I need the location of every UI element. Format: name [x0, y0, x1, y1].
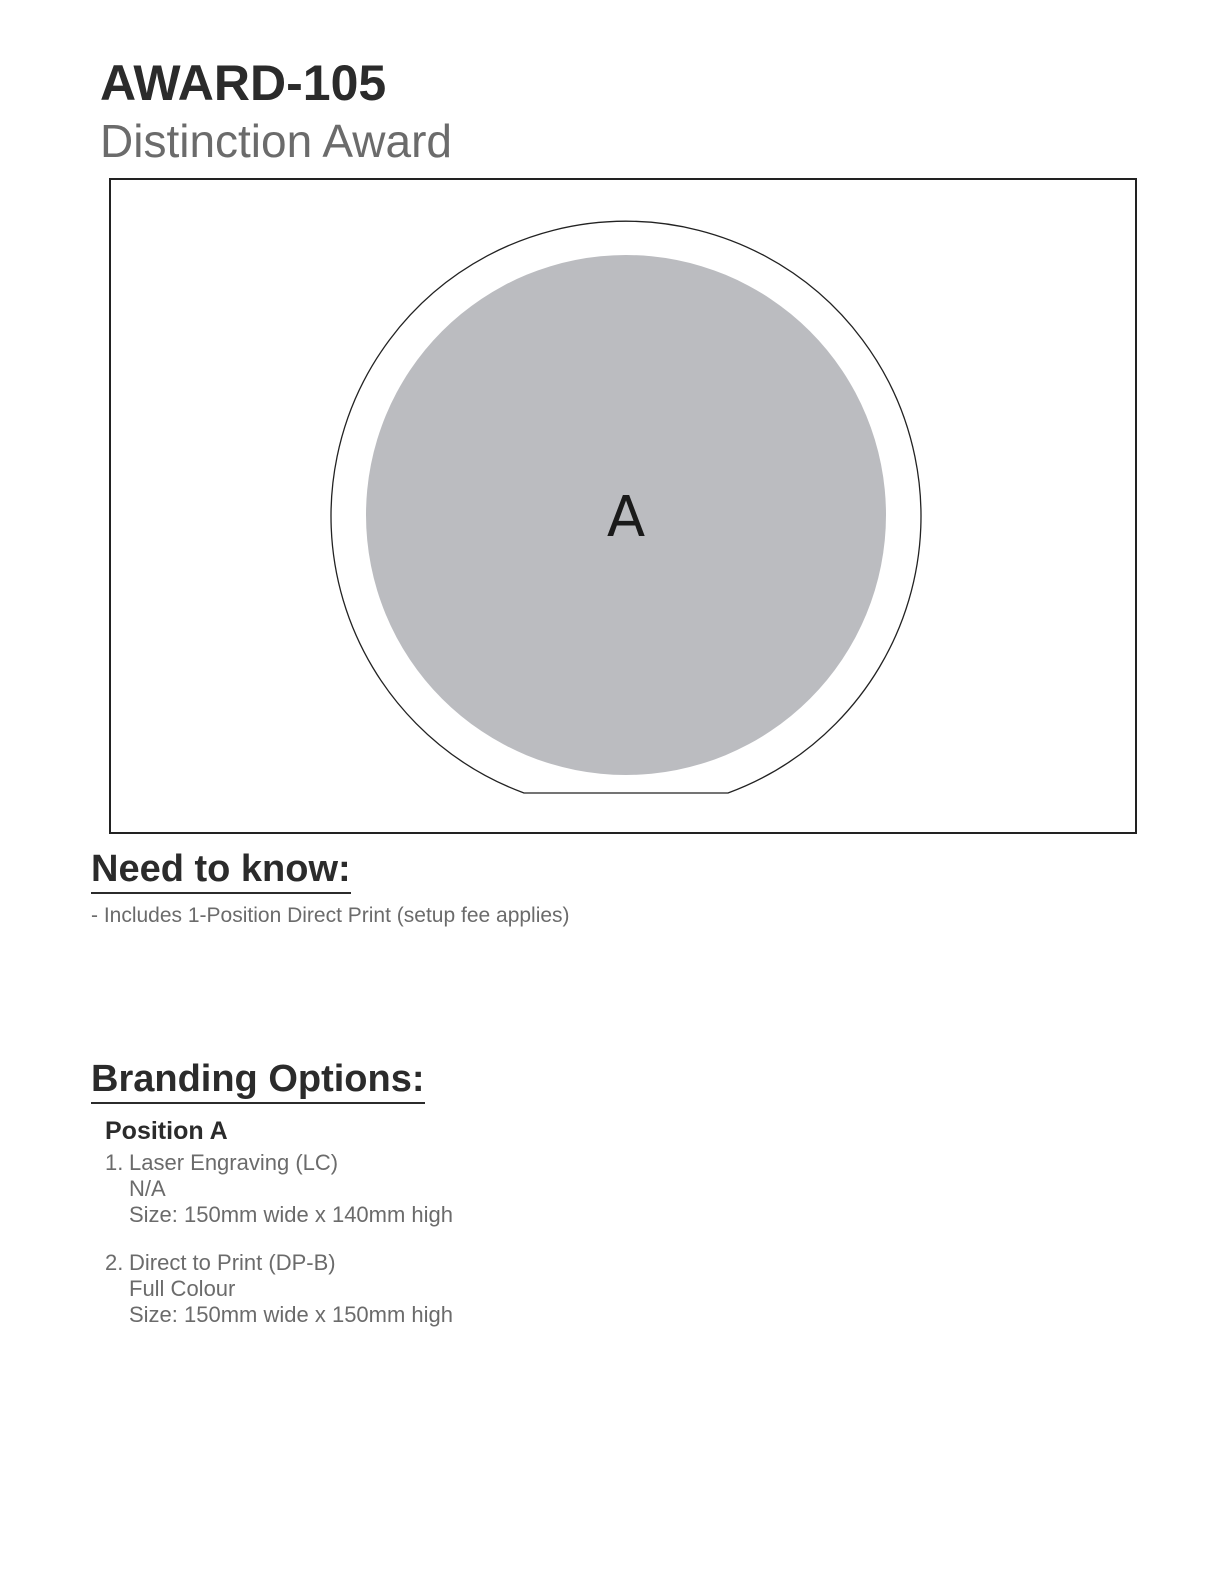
option-size: Size: 150mm wide x 150mm high	[129, 1301, 454, 1327]
position-title: Position A	[105, 1117, 228, 1145]
branding-options-heading: Branding Options:	[91, 1060, 425, 1104]
award-outline-drawing	[111, 180, 1139, 836]
option-number: 2.	[105, 1249, 124, 1275]
option-colour: N/A	[129, 1175, 166, 1201]
product-diagram	[109, 178, 1137, 834]
product-name: Distinction Award	[100, 115, 452, 167]
option-number: 1.	[105, 1149, 124, 1175]
option-method: Direct to Print (DP-B)	[129, 1249, 336, 1275]
branding-option	[105, 1150, 453, 1228]
option-colour: Full Colour	[129, 1275, 236, 1301]
option-size: Size: 150mm wide x 140mm high	[129, 1201, 454, 1227]
need-to-know-item: - Includes 1-Position Direct Print (setup fee applies)	[91, 904, 570, 927]
branding-option	[105, 1250, 453, 1328]
position-label-a: A	[606, 485, 646, 550]
product-code: AWARD-105	[100, 55, 387, 111]
branding-options-list	[105, 1118, 453, 1350]
need-to-know-heading: Need to know:	[91, 850, 351, 894]
option-method: Laser Engraving (LC)	[129, 1149, 339, 1175]
